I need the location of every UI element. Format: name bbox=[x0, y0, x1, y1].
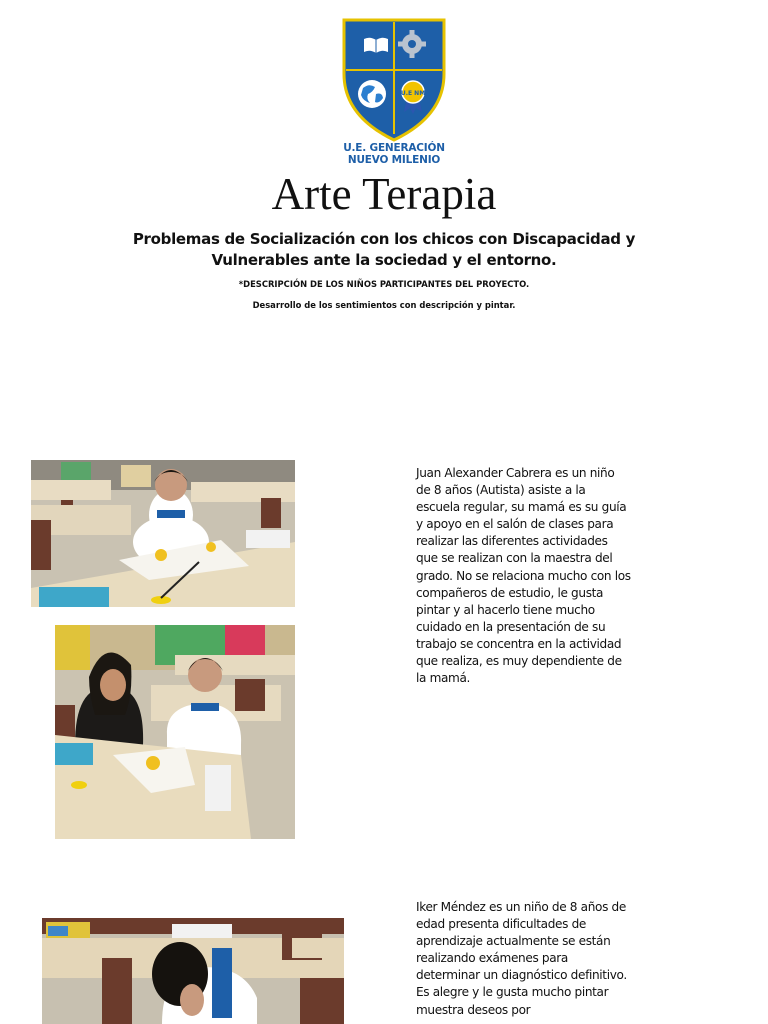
iker-description: Iker Méndez es un niño de 8 años de edad presenta dificultades de aprendizaje actualmente se están realizando exámenes para determinar un diagnóstico definitivo. Es alegre y le gusta mucho pintar muestra deseos por bbox=[416, 900, 627, 1017]
globe-icon bbox=[358, 80, 386, 108]
photo-juan-with-mother bbox=[55, 625, 295, 839]
book-icon bbox=[364, 38, 388, 53]
school-name-line2: NUEVO MILENIO bbox=[347, 154, 441, 166]
development-note: Desarrollo de los sentimientos con descripción y pintar. bbox=[252, 300, 516, 310]
page-title: Arte Terapia bbox=[271, 169, 497, 219]
school-shield-icon bbox=[336, 12, 452, 144]
school-name-line1: U.E. GENERACIÓN bbox=[343, 142, 445, 154]
participants-note: *DESCRIPCIÓN DE LOS NIÑOS PARTICIPANTES DEL PROYECTO. bbox=[238, 279, 530, 289]
medal-text: U.E NM bbox=[400, 90, 426, 97]
page-subtitle: Problemas de Socialización con los chicos con Discapacidad y Vulnerables ante la sociedad y el entorno. bbox=[132, 230, 636, 269]
photo-iker-painting bbox=[42, 918, 344, 1024]
photo-juan-painting bbox=[31, 460, 295, 607]
school-logo bbox=[336, 12, 452, 168]
juan-description: Juan Alexander Cabrera es un niño de 8 años (Autista) asiste a la escuela regular, su mamá es su guía y apoyo en el salón de clases para realizar las diferentes actividades que se realizan con la maestra del grado. No se relaciona mucho con los compañeros de estudio, le gusta pintar y al hacerlo tiene mucho cuidado en la presentación de su trabajo se concentra en la actividad que realiza, es muy dependiente de la mamá. bbox=[416, 466, 631, 686]
